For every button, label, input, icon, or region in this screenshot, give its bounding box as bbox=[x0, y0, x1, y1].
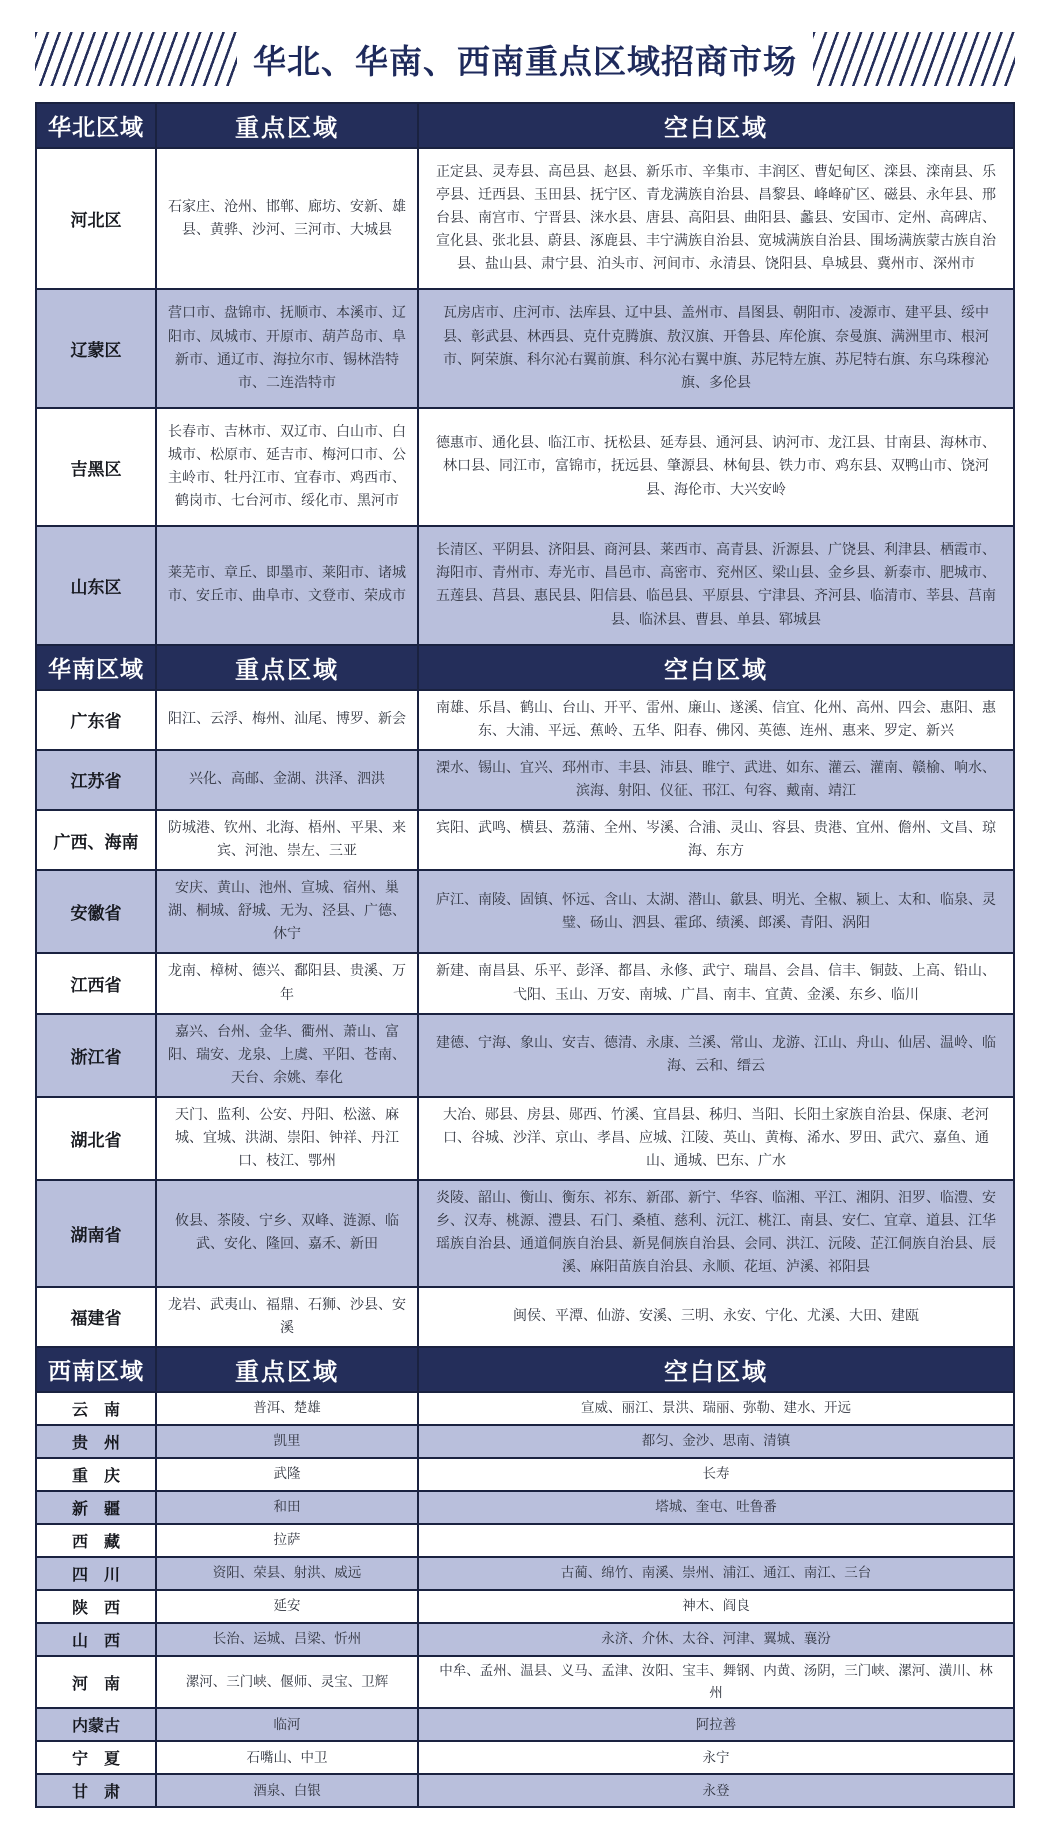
table-row bbox=[37, 1622, 1013, 1655]
region-cell: 内蒙古 bbox=[37, 1709, 157, 1740]
table-row bbox=[37, 1589, 1013, 1622]
key-regions-cell: 防城港、钦州、北海、梧州、平果、来宾、河池、崇左、三亚 bbox=[157, 811, 419, 869]
blank-regions-cell bbox=[419, 1525, 1013, 1556]
blank-regions-cell: 塔城、奎屯、吐鲁番 bbox=[655, 1499, 777, 1516]
table-row bbox=[37, 288, 1013, 406]
key-regions-column-header: 重点区域 bbox=[157, 104, 419, 147]
region-cell: 新 疆 bbox=[37, 1492, 157, 1523]
blank-regions-cell: 南雄、乐昌、鹤山、台山、开平、雷州、廉山、遂溪、信宜、化州、高州、四会、惠阳、惠东、大浦、平远、蕉岭、五华、阳春、佛冈、英德、连州、惠来、罗定、新兴 bbox=[436, 699, 996, 739]
key-regions-cell: 资阳、荣县、射洪、威远 bbox=[157, 1558, 419, 1589]
region-cell: 甘 肃 bbox=[37, 1775, 157, 1806]
blank-regions-cell: 宣威、丽江、景洪、瑞丽、弥勒、建水、开远 bbox=[581, 1400, 851, 1417]
table-row bbox=[37, 1096, 1013, 1179]
key-regions-cell: 兴化、高邮、金湖、洪泽、泗洪 bbox=[157, 751, 419, 809]
title-bar bbox=[35, 28, 1015, 90]
region-cell: 浙江省 bbox=[37, 1015, 157, 1096]
key-regions-cell: 延安 bbox=[157, 1591, 419, 1622]
blank-regions-cell: 庐江、南陵、固镇、怀远、含山、太湖、潜山、歙县、明光、全椒、颍上、太和、临泉、灵璧、砀山、泗县、霍邱、绩溪、郎溪、青阳、涡阳 bbox=[436, 891, 996, 931]
blank-regions-cell: 阿拉善 bbox=[695, 1716, 737, 1733]
region-cell: 湖南省 bbox=[37, 1181, 157, 1285]
table-row bbox=[37, 952, 1013, 1012]
key-regions-cell: 凯里 bbox=[157, 1426, 419, 1457]
key-regions-cell: 嘉兴、台州、金华、衢州、萧山、富阳、瑞安、龙泉、上虞、平阳、苍南、天台、余姚、奉化 bbox=[157, 1015, 419, 1096]
key-regions-cell: 阳江、云浮、梅州、汕尾、博罗、新会 bbox=[157, 691, 419, 749]
blank-regions-cell: 永济、介休、太谷、河津、翼城、襄汾 bbox=[601, 1631, 831, 1648]
section-header-row bbox=[37, 644, 1013, 689]
blank-regions-cell: 永宁 bbox=[702, 1749, 730, 1766]
key-regions-cell: 临河 bbox=[157, 1709, 419, 1740]
key-regions-cell: 武隆 bbox=[157, 1459, 419, 1490]
key-regions-cell: 和田 bbox=[157, 1492, 419, 1523]
region-cell: 吉黑区 bbox=[37, 409, 157, 525]
region-cell: 陕 西 bbox=[37, 1591, 157, 1622]
section-title-cell: 华北区域 bbox=[37, 104, 157, 147]
key-regions-cell: 酒泉、白银 bbox=[157, 1775, 419, 1806]
blank-regions-cell: 正定县、灵寿县、高邑县、赵县、新乐市、辛集市、丰润区、曹妃甸区、滦县、滦南县、乐亭县、迁西县、玉田县、抚宁区、青龙满族自治县、昌黎县、峰峰矿区、磁县、永年县、邢台县、南宫市、宁晋县、涞水县、唐县、高阳县、曲阳县、蠡县、安国市、定州、高碑店、宣化县、张北县、蔚县、涿鹿县、丰宁满族自治县、宽城满族自治县、围场满族蒙古族自治县、盐山县、肃宁县、泊头市、河间市、永清县、饶阳县、阜城县、冀州市、深州市 bbox=[436, 164, 996, 273]
key-regions-cell: 拉萨 bbox=[157, 1525, 419, 1556]
region-cell: 河 南 bbox=[37, 1657, 157, 1708]
blank-regions-cell: 闽侯、平潭、仙游、安溪、三明、永安、宁化、尤溪、大田、建瓯 bbox=[513, 1308, 919, 1325]
key-regions-cell: 普洱、楚雄 bbox=[157, 1393, 419, 1424]
blank-regions-cell: 长寿 bbox=[702, 1466, 730, 1483]
key-regions-cell: 长春市、吉林市、双辽市、白山市、白城市、松原市、延吉市、梅河口市、公主岭市、牡丹江市、宜春市、鸡西市、鹤岗市、七台河市、绥化市、黑河市 bbox=[157, 409, 419, 525]
key-regions-cell: 营口市、盘锦市、抚顺市、本溪市、辽阳市、凤城市、开原市、葫芦岛市、阜新市、通辽市、海拉尔市、锡林浩特市、二连浩特市 bbox=[157, 290, 419, 406]
key-regions-cell: 长治、运城、吕梁、忻州 bbox=[157, 1624, 419, 1655]
section-title-cell: 华南区域 bbox=[37, 646, 157, 689]
blank-regions-cell: 神木、阎良 bbox=[682, 1598, 750, 1615]
table-row bbox=[37, 1740, 1013, 1773]
table-row bbox=[37, 749, 1013, 809]
table-row bbox=[37, 1457, 1013, 1490]
market-table bbox=[35, 102, 1015, 1808]
table-row bbox=[37, 1391, 1013, 1424]
blank-regions-cell: 建德、宁海、象山、安吉、德清、永康、兰溪、常山、龙游、江山、舟山、仙居、温岭、临海、云和、缙云 bbox=[436, 1035, 996, 1075]
key-regions-cell: 攸县、茶陵、宁乡、双峰、涟源、临武、安化、隆回、嘉禾、新田 bbox=[157, 1181, 419, 1285]
blank-regions-column-header: 空白区域 bbox=[664, 655, 768, 684]
blank-regions-cell: 古蔺、绵竹、南溪、崇州、浦江、通江、南江、三台 bbox=[560, 1565, 872, 1582]
table-row bbox=[37, 1179, 1013, 1285]
table-row bbox=[37, 809, 1013, 869]
key-regions-cell: 龙岩、武夷山、福鼎、石狮、沙县、安溪 bbox=[157, 1288, 419, 1346]
key-regions-cell: 漯河、三门峡、偃师、灵宝、卫辉 bbox=[157, 1657, 419, 1708]
blank-regions-cell: 大冶、郧县、房县、郧西、竹溪、宜昌县、秭归、当阳、长阳土家族自治县、保康、老河口、谷城、沙洋、京山、孝昌、应城、江陵、英山、黄梅、浠水、罗田、武穴、嘉鱼、通山、通城、巴东、广水 bbox=[443, 1106, 989, 1170]
table-row bbox=[37, 1655, 1013, 1708]
blank-regions-column-header: 空白区域 bbox=[664, 1357, 768, 1386]
blank-regions-cell: 都匀、金沙、思南、清镇 bbox=[641, 1433, 791, 1450]
page-title: 华北、华南、西南重点区域招商市场 bbox=[253, 41, 797, 81]
blank-regions-cell: 宾阳、武鸣、横县、荔蒲、全州、岑溪、合浦、灵山、容县、贵港、宜州、儋州、文昌、琼海、东方 bbox=[436, 819, 996, 860]
region-cell: 广东省 bbox=[37, 691, 157, 749]
blank-regions-column-header: 空白区域 bbox=[664, 114, 768, 142]
key-regions-column-header: 重点区域 bbox=[157, 646, 419, 689]
region-cell: 宁 夏 bbox=[37, 1742, 157, 1773]
table-row bbox=[37, 407, 1013, 525]
key-regions-cell: 天门、监利、公安、丹阳、松滋、麻城、宜城、洪湖、崇阳、钟祥、丹江口、枝江、鄂州 bbox=[157, 1098, 419, 1179]
table-row bbox=[37, 147, 1013, 288]
section-header-row bbox=[37, 1346, 1013, 1391]
key-regions-column-header: 重点区域 bbox=[157, 1348, 419, 1391]
key-regions-cell: 莱芜市、章丘、即墨市、莱阳市、诸城市、安丘市、曲阜市、文登市、荣成市 bbox=[157, 527, 419, 643]
region-cell: 辽蒙区 bbox=[37, 290, 157, 406]
blank-regions-cell: 长清区、平阴县、济阳县、商河县、莱西市、高青县、沂源县、广饶县、利津县、栖霞市、海阳市、青州市、寿光市、昌邑市、高密市、兖州区、梁山县、金乡县、新泰市、肥城市、五莲县、莒县、惠民县、阳信县、临邑县、平原县、宁津县、齐河县、临清市、莘县、莒南县、临沭县、曹县、单县、郓城县 bbox=[436, 542, 996, 628]
blank-regions-cell: 炎陵、韶山、衡山、衡东、祁东、新邵、新宁、华容、临湘、平江、湘阴、汨罗、临澧、安乡、汉寿、桃源、澧县、石门、桑植、慈利、沅江、桃江、南县、安仁、宜章、道县、江华瑶族自治县、通道侗族自治县、新晃侗族自治县、会同、洪江、沅陵、芷江侗族自治县、辰溪、麻阳苗族自治县、永顺、花垣、泸溪、祁阳县 bbox=[436, 1190, 996, 1276]
diagonal-stripes-left bbox=[35, 32, 237, 86]
section-title-cell: 西南区域 bbox=[37, 1348, 157, 1391]
region-cell: 山东区 bbox=[37, 527, 157, 643]
blank-regions-cell: 溧水、锡山、宜兴、邳州市、丰县、沛县、睢宁、武进、如东、灌云、灌南、赣榆、响水、滨海、射阳、仪征、邗江、句容、戴南、靖江 bbox=[436, 759, 996, 799]
region-cell: 四 川 bbox=[37, 1558, 157, 1589]
table-row bbox=[37, 1013, 1013, 1096]
table-row bbox=[37, 689, 1013, 749]
region-cell: 山 西 bbox=[37, 1624, 157, 1655]
region-cell: 广西、海南 bbox=[37, 811, 157, 869]
key-regions-cell: 石家庄、沧州、邯郸、廊坊、安新、雄县、黄骅、沙河、三河市、大城县 bbox=[157, 149, 419, 288]
region-cell: 福建省 bbox=[37, 1288, 157, 1346]
blank-regions-cell: 中牟、孟州、温县、义马、孟津、汝阳、宝丰、舞钢、内黄、汤阴，三门峡、漯河、潢川、林州 bbox=[439, 1662, 993, 1702]
table-row bbox=[37, 1424, 1013, 1457]
diagonal-stripes-right bbox=[813, 32, 1015, 86]
region-cell: 江西省 bbox=[37, 954, 157, 1012]
blank-regions-cell: 德惠市、通化县、临江市、抚松县、延寿县、通河县、讷河市、龙江县、甘南县、海林市、林口县、同江市，富锦市，抚远县、肇源县、林甸县、铁力市、鸡东县、双鸭山市、饶河县、海伦市、大兴安岭 bbox=[436, 435, 996, 498]
region-cell: 重 庆 bbox=[37, 1459, 157, 1490]
region-cell: 湖北省 bbox=[37, 1098, 157, 1179]
table-row bbox=[37, 869, 1013, 952]
blank-regions-cell: 永登 bbox=[702, 1782, 730, 1799]
table-row bbox=[37, 1556, 1013, 1589]
region-cell: 西 藏 bbox=[37, 1525, 157, 1556]
table-row bbox=[37, 525, 1013, 643]
key-regions-cell: 安庆、黄山、池州、宣城、宿州、巢湖、桐城、舒城、无为、泾县、广德、休宁 bbox=[157, 871, 419, 952]
section-header-row bbox=[37, 104, 1013, 147]
blank-regions-cell: 新建、南昌县、乐平、彭泽、都昌、永修、武宁、瑞昌、会昌、信丰、铜鼓、上高、铅山、弋阳、玉山、万安、南城、广昌、南丰、宜黄、金溪、东乡、临川 bbox=[436, 963, 996, 1003]
region-cell: 江苏省 bbox=[37, 751, 157, 809]
table-row bbox=[37, 1707, 1013, 1740]
blank-regions-cell: 瓦房店市、庄河市、法库县、辽中县、盖州市、昌图县、朝阳市、凌源市、建平县、绥中县、彰武县、林西县、克什克腾旗、敖汉旗、开鲁县、库伦旗、奈曼旗、满洲里市、根河市、阿荣旗、科尔沁右翼前旗、科尔沁右翼中旗、苏尼特左旗、苏尼特右旗、东乌珠穆沁旗、多伦县 bbox=[443, 305, 989, 391]
region-cell: 贵 州 bbox=[37, 1426, 157, 1457]
table-row bbox=[37, 1523, 1013, 1556]
table-row bbox=[37, 1286, 1013, 1346]
region-cell: 河北区 bbox=[37, 149, 157, 288]
key-regions-cell: 石嘴山、中卫 bbox=[157, 1742, 419, 1773]
region-cell: 云 南 bbox=[37, 1393, 157, 1424]
region-cell: 安徽省 bbox=[37, 871, 157, 952]
table-row bbox=[37, 1490, 1013, 1523]
table-row bbox=[37, 1773, 1013, 1806]
key-regions-cell: 龙南、樟树、德兴、鄱阳县、贵溪、万年 bbox=[157, 954, 419, 1012]
